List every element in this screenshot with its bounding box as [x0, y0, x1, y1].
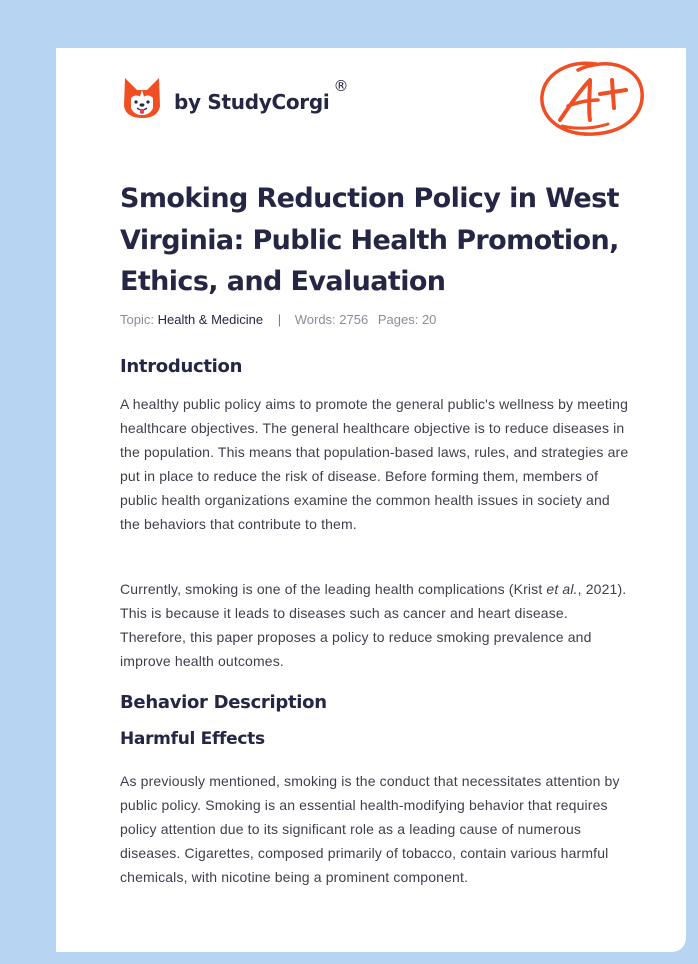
studycorgi-logo[interactable] [122, 76, 348, 120]
document-card [56, 48, 686, 952]
registered-mark: ® [333, 77, 349, 95]
pages-count: 20 [421, 312, 437, 327]
paragraph-text: Currently, smoking is one of the leading health complications (Krist [120, 581, 547, 597]
topic-link[interactable]: Health & Medicine [157, 312, 264, 327]
citation-et-al: et al. [546, 581, 578, 597]
section-heading-behavior-description: Behavior Description [120, 692, 327, 713]
section-heading-introduction: Introduction [120, 356, 243, 377]
meta-separator: | [277, 312, 282, 327]
paragraph-text: , 2021). This is because it leads to diseases such as cancer and heart disease. Therefore, this paper proposes a policy to reduce smoking prevalence and improve health outcomes. [120, 581, 627, 669]
brand-name: by StudyCorgi [174, 90, 330, 114]
words-count: 2756 [339, 312, 369, 327]
a-plus-grade-icon [538, 58, 648, 140]
subheading-harmful-effects: Harmful Effects [120, 729, 265, 749]
paragraph: A healthy public policy aims to promote the general public's wellness by meeting healthcare objectives. The general healthcare objective is to reduce diseases in the population. This means that population-based laws, rules, and strategies are put in place to reduce the risk of disease. Before forming them, members of public health organizations examine the common health issues in society and the behaviors that contribute to them. [120, 396, 629, 532]
paragraph: As previously mentioned, smoking is the conduct that necessitates attention by public policy. Smoking is an essential health-modifying behavior that requires policy attention due to its significant role as a leading cause of numerous diseases. Cigarettes, composed primarily of tobacco, contain various harmful chemicals, with nicotine being a prominent component. [120, 773, 620, 885]
document-meta [120, 312, 436, 327]
paragraph [120, 577, 632, 673]
words-label: Words: [294, 312, 336, 327]
corgi-icon [122, 76, 162, 120]
pages-label: Pages: [377, 312, 419, 327]
document-title: Smoking Reduction Policy in West Virginia: Public Health Promotion, Ethics, and Evaluation [120, 183, 619, 297]
topic-label: Topic: [120, 312, 154, 327]
